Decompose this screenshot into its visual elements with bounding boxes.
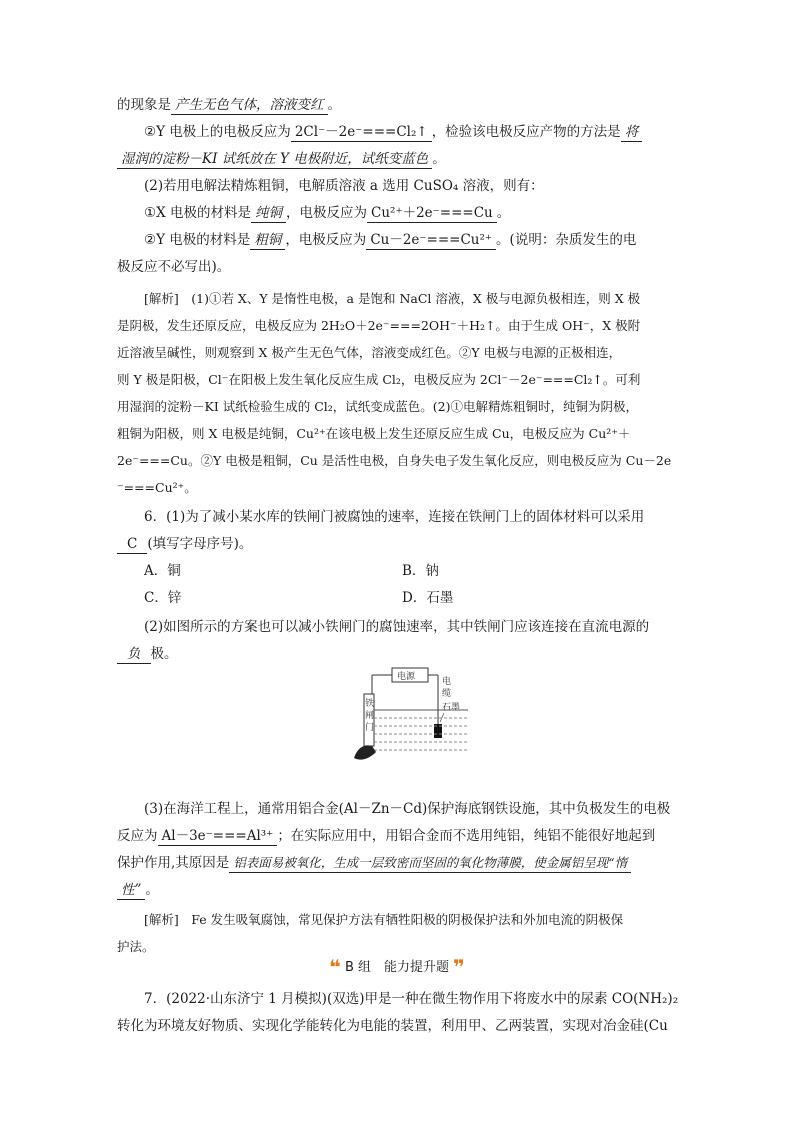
answer-blank: 产生无色气体，溶液变红 — [171, 96, 328, 115]
answer-line — [117, 96, 341, 115]
gate-label-3: 门 — [365, 723, 375, 733]
gate-label-1: 铁 — [365, 699, 375, 709]
close-quote-icon: ❞ — [453, 955, 465, 979]
bank-rock — [354, 745, 376, 759]
answer-blank: Cu－2e⁻===Cu²⁺ — [366, 231, 496, 250]
option-b: B．钠 — [402, 563, 439, 579]
answer-blank: 2Cl⁻－2e⁻===Cl₂↑ — [291, 123, 432, 142]
explanation-line: 粗铜为阳极，则 X 电极是纯铜，Cu²⁺在该电极上发生还原反应生成 Cu，电极反应为 Cu²⁺＋ — [117, 426, 631, 441]
answer-blank: 湿润的淀粉－KI 试纸放在 Y 电极附近，试纸变蓝色 — [117, 150, 432, 169]
section-title: B 组 能力提升题 — [344, 960, 450, 975]
explanation-line: [解析] (1)①若 X、Y 是惰性电极，a 是饱和 NaCl 溶液，X 极与电源负极相连，则 X 极 — [144, 291, 641, 306]
answer-blank: C — [117, 535, 147, 554]
stem-text: 。 — [145, 882, 159, 898]
question-line — [117, 535, 252, 554]
answer-line — [144, 231, 636, 250]
option-c: C．锌 — [144, 590, 182, 606]
cable-label-2: 缆 — [442, 689, 452, 699]
answer-line — [117, 827, 655, 846]
stem-text: 。 — [432, 151, 446, 167]
graphite-label: 石墨 — [442, 703, 461, 713]
stem-text: ；在实际应用中，用铝合金而不选用纯铝，纯铝不能很好地起到 — [277, 828, 656, 844]
question-line — [117, 645, 178, 664]
stem-text: ①X 电极的材料是 — [144, 205, 252, 221]
gate-label-2: 闸 — [365, 711, 375, 721]
power-label: 电源 — [397, 672, 416, 682]
stem-text: 。(说明：杂质发生的电 — [496, 232, 637, 248]
open-quote-icon: ❝ — [329, 955, 341, 979]
question-7-line: 转化为环境友好物质、实现化学能转化为电能的装置，利用甲、乙两装置，实现对冶金硅(Cu — [117, 1018, 668, 1034]
question-line: 极反应不必写出)。 — [117, 259, 231, 275]
stem-text: 的现象是 — [117, 97, 171, 113]
stem-text: ，检验该电极反应产物的方法是 — [431, 124, 621, 140]
answer-blank: 纯铜 — [251, 204, 286, 223]
explanation-line: 护法。 — [117, 939, 155, 954]
cable-label-1: 电 — [442, 677, 452, 687]
answer-line — [117, 150, 446, 169]
stem-text: 。 — [496, 205, 511, 221]
answer-blank: Al－3e⁻===Al³⁺ — [158, 827, 278, 846]
stem-text: 。 — [327, 97, 341, 113]
question-7-line: 7．(2022·山东济宁 1 月模拟)(双选)甲是一种在微生物作用下将废水中的尿素 CO(NH₂)₂ — [144, 991, 679, 1007]
answer-line — [144, 123, 642, 142]
answer-blank: 粗铜 — [250, 231, 285, 250]
stem-text: ，电极反应为 — [286, 205, 368, 221]
question-line: (3)在海洋工程上，通常用铝合金(Al－Zn－Cd)保护海底钢铁设施，其中负极发生的电极 — [144, 801, 671, 817]
question-6-stem: 6．(1)为了减小某水库的铁闸门被腐蚀的速率，连接在铁闸门上的固体材料可以采用 — [144, 509, 645, 525]
explanation-line: [解析] Fe 发生吸氧腐蚀，常见保护方法有牺牲阳极的阴极保护法和外加电流的阴极保 — [144, 912, 624, 927]
question-line: (2)如图所示的方案也可以减小铁闸门的腐蚀速率，其中铁闸门应该连接在直流电源的 — [144, 619, 650, 635]
explanation-line: 用湿润的淀粉－KI 试纸检验生成的 Cl₂，试纸变成蓝色。(2)①电解精炼粗铜时，纯铜为阴极， — [117, 399, 639, 414]
answer-blank: Cu²⁺＋2e⁻===Cu — [367, 204, 497, 223]
stem-text: 极。 — [150, 646, 178, 662]
answer-line — [117, 854, 631, 873]
answer-line — [144, 204, 510, 223]
answer-blank: 将 — [621, 123, 643, 142]
explanation-line: 2e⁻===Cu。②Y 电极是粗铜，Cu 是活性电极，自身失电子发生氧化反应，则电极反应为 Cu－2e — [117, 453, 672, 468]
answer-blank: 性” — [117, 881, 145, 900]
explanation-line: ⁻===Cu²⁺。 — [117, 480, 197, 495]
answer-blank: 铝表面易被氧化，生成一层致密而坚固的氧化物薄膜，使金属铝呈现“惰 — [229, 854, 631, 873]
option-d: D．石墨 — [402, 590, 454, 606]
explanation-line: 近溶液呈碱性，则观察到 X 极产生无色气体，溶液变成红色。②Y 电极与电源的正极相连， — [117, 345, 622, 360]
stem-text: (填写字母序号)。 — [147, 536, 253, 552]
answer-line — [117, 881, 159, 900]
explanation-line: 是阴极，发生还原反应，电极反应为 2H₂O＋2e⁻===2OH⁻＋H₂↑。由于生成 OH⁻，X 极附 — [117, 318, 641, 333]
stem-text: ②Y 电极上的电极反应为 — [144, 124, 291, 140]
protection-diagram — [352, 666, 470, 774]
section-header — [0, 955, 794, 979]
explanation-line: 则 Y 极是阳极，Cl⁻在阳极上发生氧化反应生成 Cl₂，电极反应为 2Cl⁻－2e⁻===Cl₂↑。可利 — [117, 372, 641, 387]
answer-blank: 负 — [117, 645, 151, 664]
option-a: A．铜 — [144, 563, 181, 579]
stem-text: ，电极反应为 — [285, 232, 367, 248]
question-line: (2)若用电解法精炼粗铜，电解质溶液 a 选用 CuSO₄ 溶液，则有： — [144, 178, 544, 194]
stem-text: ②Y 电极的材料是 — [144, 232, 251, 248]
stem-text: 保护作用,其原因是 — [117, 855, 230, 871]
stem-text: 反应为 — [117, 828, 158, 844]
